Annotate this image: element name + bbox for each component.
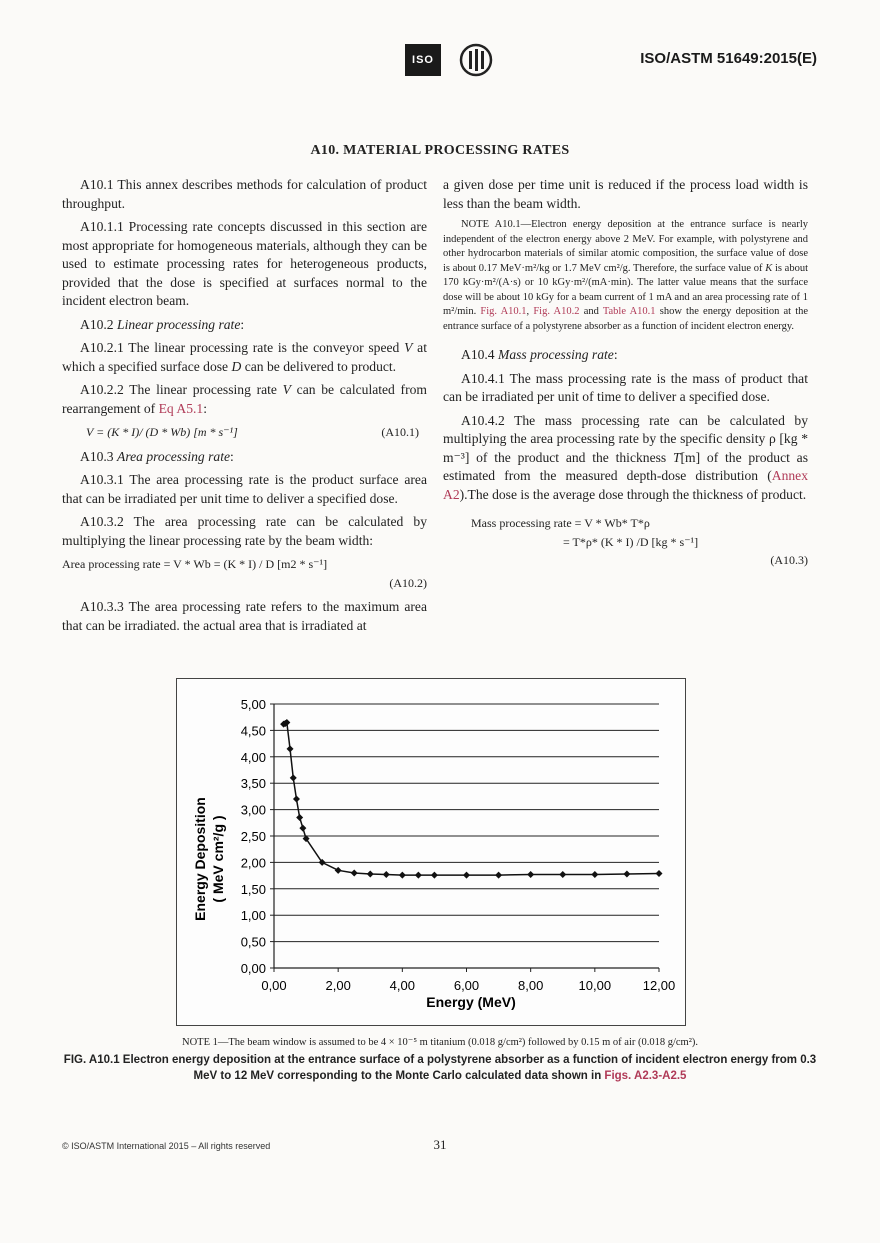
data-point: [415, 872, 422, 879]
energy-deposition-chart: [177, 679, 685, 1025]
y-tick-label: 0,50: [240, 934, 266, 950]
heading-a10-3: A10.3 Area processing rate:: [80, 448, 234, 464]
para-a10-3-3: A10.3.3 The area processing rate refers to the maximum area that can be irradiated. the actual area that is irradiated at: [62, 599, 427, 633]
y-tick-label: 3,50: [240, 776, 266, 792]
document-id: ISO/ASTM 51649:2015(E): [640, 50, 817, 67]
annex-a2-link[interactable]: Annex A2: [443, 468, 808, 502]
para-a10-3-1: A10.3.1 The area processing rate is the product surface area that can be irradiated per unit time to deliver a specified dose.: [62, 472, 427, 506]
equation-a10-3-line2: = T*ρ* (K * I) /D [kg * s⁻¹]: [563, 534, 699, 549]
equation-a10-3-line1: Mass processing rate = V * Wb* T*ρ: [471, 516, 650, 530]
data-point: [299, 825, 306, 832]
y-tick-label: 1,00: [240, 908, 266, 924]
x-tick-label: 10,00: [578, 978, 612, 993]
x-tick-label: 4,00: [389, 978, 415, 993]
equation-a10-2: Area processing rate = V * Wb = (K * I) / D [m2 * s⁻¹]: [62, 557, 328, 571]
x-tick-label: 12,00: [642, 978, 676, 993]
para-a10-4-2: A10.4.2 The mass processing rate can be calculated by multiplying the area processing rate by the specific density ρ [kg * m⁻³] of the product and the thickness T[m] of the product as estimated from the measured depth-dose distribution (Annex A2).The dose is the average dose through the thickness of product.: [443, 412, 808, 502]
heading-a10-2: A10.2 Linear processing rate:: [80, 316, 245, 332]
y-tick-label: 0,00: [240, 961, 266, 976]
copyright: © ISO/ASTM International 2015 – All rights reserved: [62, 1141, 271, 1151]
para-a10-1: A10.1 This annex describes methods for calculation of product throughput.: [62, 177, 427, 211]
iso-logo: ISO: [405, 44, 441, 76]
y-tick-label: 1,50: [240, 881, 266, 897]
y-tick-label: 2,50: [240, 829, 266, 844]
x-tick-label: 6,00: [453, 978, 480, 993]
table-a10-1-link[interactable]: Table A10.1: [602, 306, 656, 317]
data-point: [463, 872, 470, 879]
y-tick-label: 4,50: [240, 723, 266, 739]
y-axis-label-line1: Energy Deposition: [192, 797, 208, 921]
y-axis-label-line2: ( MeV cm²/g ): [210, 815, 226, 903]
data-point: [287, 745, 294, 752]
figure-caption: FIG. A10.1 Electron energy deposition at the entrance surface of a polystyrene absorber as a function of incident electron energy from 0.3 MeV to 12 MeV corresponding to the Monte Carlo calculated data shown in Figs. A2.3-A2.5: [63, 1054, 817, 1082]
data-point: [290, 774, 297, 781]
right-column: [443, 176, 808, 576]
para-a10-2-1: A10.2.1 The linear processing rate is the conveyor speed V at which a specified surface dose D can be delivered to product.: [62, 340, 427, 374]
para-a10-3-2: A10.3.2 The area processing rate can be calculated by multiplying the linear processing rate by the beam width:: [62, 514, 427, 548]
x-axis-label: Energy (MeV): [426, 994, 516, 1010]
data-point: [559, 871, 566, 878]
data-point: [383, 871, 390, 878]
equation-a10-2-number: (A10.2): [389, 575, 427, 590]
y-tick-label: 2,00: [240, 855, 266, 871]
data-point: [656, 870, 663, 877]
equation-a10-3-number: (A10.3): [770, 553, 808, 567]
para-continued: a given dose per time unit is reduced if the process load width is less than the beam width.: [443, 177, 808, 211]
fig-a10-2-link[interactable]: Fig. A10.2: [533, 306, 580, 317]
left-column: [62, 176, 427, 640]
x-tick-label: 0,00: [261, 978, 287, 993]
data-point: [293, 796, 300, 803]
data-point: [431, 872, 438, 879]
data-point: [623, 871, 630, 878]
data-point: [399, 872, 406, 879]
astm-logo: [458, 42, 494, 78]
eq-a5-1-link[interactable]: Eq A5.1: [158, 400, 204, 416]
data-point: [495, 872, 502, 879]
section-title: A10. MATERIAL PROCESSING RATES: [310, 143, 570, 158]
data-point: [296, 814, 303, 821]
fig-a10-1-link[interactable]: Fig. A10.1: [480, 306, 527, 317]
heading-a10-4: A10.4 Mass processing rate:: [461, 347, 618, 362]
series-line: [284, 722, 659, 875]
x-tick-label: 2,00: [325, 978, 351, 993]
y-tick-label: 3,00: [240, 802, 266, 818]
para-a10-1-1: A10.1.1 Processing rate concepts discussed in this section are most appropriate for homogeneous materials, although they can be used to estimate processing rates for heterogeneous products, provided that the dose is specified at surfaces normal to the incident electron beam.: [62, 219, 427, 308]
para-a10-4-1: A10.4.1 The mass processing rate is the mass of product that can be irradiated per unit of time to deliver a specified dose.: [443, 370, 808, 404]
equation-a10-1: V = (K * I)/ (D * Wb) [m * s⁻¹] (A10.1): [86, 425, 419, 439]
page-number: 31: [433, 1137, 447, 1152]
x-tick-label: 8,00: [518, 978, 544, 993]
figure-note: NOTE 1—The beam window is assumed to be 4 × 10⁻⁵ m titanium (0.018 g/cm²) followed by 0.15 m of air (0.018 g/cm²).: [181, 1037, 698, 1048]
figure-a10-1: [176, 678, 686, 1026]
data-point: [335, 867, 342, 874]
y-tick-label: 4,00: [240, 749, 266, 765]
para-a10-2-2: A10.2.2 The linear processing rate V can be calculated from rearrangement of Eq A5.1:: [62, 382, 427, 416]
data-point: [367, 871, 374, 878]
figs-a2-3-a2-5-link[interactable]: Figs. A2.3-A2.5: [604, 1070, 687, 1082]
data-point: [351, 869, 358, 876]
data-point: [527, 871, 534, 878]
note-a10-1: NOTE A10.1—Electron energy deposition at the entrance surface is nearly independent of the electron energy above 2 MeV. For example, with polystyrene and other hydrocarbon materials of similar atomic composition, the surface value of dose is about 0.17 MeV·m²/kg or 1.7 MeV cm²/g. Therefore, the surface value of K is about 170 kGy·m²/(A·s) or 10 kGy·m²/(mA·min). The latter value means that the surface dose will be about 10 kGy for a beam current of 1 mA and an area processing rate of 1 m²/min. Fig. A10.1, Fig. A10.2 and Table A10.1 show the energy deposition at the entrance surface of a polystyrene absorber as a function of incident electron energy.: [443, 219, 809, 332]
y-tick-label: 5,00: [240, 697, 266, 712]
data-point: [591, 871, 598, 878]
